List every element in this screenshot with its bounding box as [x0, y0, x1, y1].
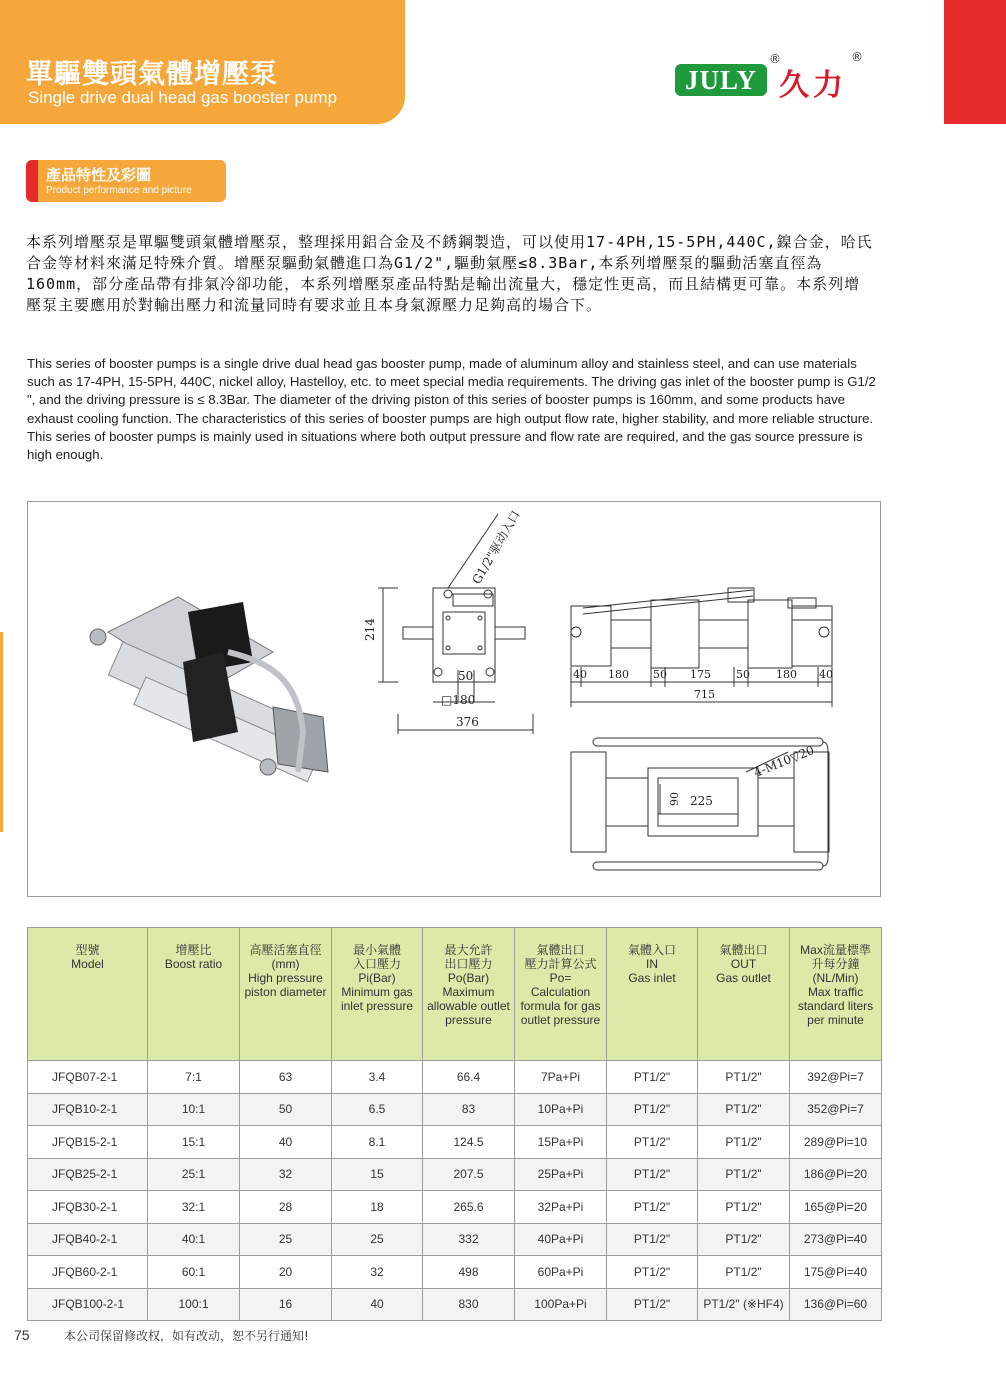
dim-175: 175 [690, 668, 711, 681]
logo-text-en: JULY [675, 64, 767, 96]
table-cell: 25 [332, 1223, 423, 1256]
header-en-text: Gas outlet [716, 971, 771, 985]
table-cell: 124.5 [423, 1126, 515, 1159]
table-cell: 60Pa+Pi [515, 1256, 607, 1289]
table-cell: 3.4 [332, 1061, 423, 1094]
page-title-cn: 單驅雙頭氣體增壓泵 [26, 59, 278, 90]
table-cell: 15Pa+Pi [515, 1126, 607, 1159]
dim-180-left: 180 [608, 668, 629, 681]
header-cn-text: 最大允許 [444, 943, 493, 957]
table-row [28, 1256, 882, 1289]
table-cell: 100Pa+Pi [515, 1288, 607, 1321]
table-cell: 32 [332, 1256, 423, 1289]
table-header-row [28, 928, 882, 1061]
inlet-label: G1/2"驱动入口 [469, 508, 523, 587]
table-cell: 498 [423, 1256, 515, 1289]
header-cn-text: 氣體入口 [627, 943, 676, 957]
corner-accent-bar [944, 0, 1006, 124]
model-cell: JFQB100-2-1 [28, 1288, 148, 1321]
table-cell: PT1/2" [607, 1061, 698, 1094]
table-cell: 7:1 [148, 1061, 240, 1094]
table-cell: 40Pa+Pi [515, 1223, 607, 1256]
registered-mark: ® [769, 52, 781, 66]
table-cell: PT1/2" [607, 1223, 698, 1256]
table-cell: 15:1 [148, 1126, 240, 1159]
header-cn-text: 氣體出口 [719, 943, 768, 957]
table-cell: 392@Pi=7 [790, 1061, 882, 1094]
section-heading-marker [26, 160, 38, 202]
header-cn-text: 氣體出口 [536, 943, 585, 957]
table-cell: PT1/2" [698, 1158, 790, 1191]
technical-drawing [28, 502, 880, 896]
table-row [28, 1158, 882, 1191]
table-cell: PT1/2" [698, 1061, 790, 1094]
header-en-text: Max traffic standard liters per minute [797, 985, 874, 1027]
section-heading [26, 160, 226, 202]
model-cell: JFQB25-2-1 [28, 1158, 148, 1191]
brand-logo [675, 50, 865, 103]
table-cell: 28 [240, 1191, 332, 1224]
header-cn-text: 高壓活塞直徑 [249, 943, 322, 957]
table-cell: 15 [332, 1158, 423, 1191]
table-header-cell [607, 928, 698, 1061]
table-cell: 60:1 [148, 1256, 240, 1289]
dim-height: 214 [363, 618, 377, 641]
header-cn3-text: (NL/Min) [812, 971, 859, 985]
table-cell: 32Pa+Pi [515, 1191, 607, 1224]
table-cell: 352@Pi=7 [790, 1093, 882, 1126]
header-cn3-text: Po(Bar) [447, 971, 490, 985]
header-cn2-text: (mm) [271, 957, 300, 971]
table-cell: 32:1 [148, 1191, 240, 1224]
table-cell: PT1/2" [698, 1223, 790, 1256]
header-en-text: Gas inlet [628, 971, 676, 985]
table-cell: PT1/2" [607, 1158, 698, 1191]
description-en: This series of booster pumps is a single drive dual head gas booster pump, made of aluminum alloy and stainless steel, and can use materials such as 17-4PH, 15-5PH, 440C, nickel alloy, Hastelloy, etc. to meet special media requirements. The driving gas inlet of the booster pump is G1/2 ", and the driving pressure is ≤ 8.3Bar. The diameter of the driving piston of this series of booster pumps is 160mm, and some products have exhaust cooling function. The characteristics of this series of booster pumps are high output flow rate, higher stability, and more reliable structure. This series of booster pumps is mainly used in situations where both output pressure and flow rate are required, and the gas source pressure is high enough. [27, 356, 876, 463]
model-cell: JFQB30-2-1 [28, 1191, 148, 1224]
header-cn2-text: OUT [730, 957, 757, 971]
table-cell: 40:1 [148, 1223, 240, 1256]
table-cell: 100:1 [148, 1288, 240, 1321]
registered-mark: ® [851, 50, 863, 64]
section-title-en: Product performance and picture [46, 185, 192, 196]
header-cn2-text: 升每分鐘 [811, 957, 860, 971]
header-cn2-text: 出口壓力 [444, 957, 493, 971]
table-cell: PT1/2" [698, 1191, 790, 1224]
side-accent-strip [0, 632, 3, 832]
table-cell: PT1/2" [607, 1093, 698, 1126]
table-cell: 18 [332, 1191, 423, 1224]
description-cn: 本系列增壓泵是單驅雙頭氣體增壓泵，整理採用鋁合金及不銹鋼製造，可以使用17-4PH,15-5PH,440C,鎳合金，哈氏合金等材料來滿足特殊介質。增壓泵驅動氣體進口為G1/2",驅動氣壓≤8.3Bar,本系列增壓泵的驅動活塞直徑為160mm，部分產品帶有排氣冷卻功能，本系列增壓泵產品特點是輸出流量大，穩定性更高，而且結構更可靠。本系列增壓泵主要應用於對輸出壓力和流量同時有要求並且本身氣源壓力足夠高的場合下。 [26, 233, 873, 314]
table-cell: 25Pa+Pi [515, 1158, 607, 1191]
header-en-text: Boost ratio [164, 957, 223, 971]
page-title-en: Single drive dual head gas booster pump [28, 88, 338, 107]
table-cell: 10Pa+Pi [515, 1093, 607, 1126]
dim-40-left: 40 [573, 668, 587, 681]
table-cell: 136@Pi=60 [790, 1288, 882, 1321]
table-header-cell [515, 928, 607, 1061]
table-row [28, 1061, 882, 1094]
table-cell: 83 [423, 1093, 515, 1126]
product-drawing-panel [27, 501, 881, 897]
table-cell: 207.5 [423, 1158, 515, 1191]
header-en-text: High pressure piston diameter [244, 971, 327, 999]
table-header-cell [423, 928, 515, 1061]
table-row [28, 1223, 882, 1256]
table-cell: 186@Pi=20 [790, 1158, 882, 1191]
table-body [28, 1061, 882, 1321]
table-cell: PT1/2" [607, 1256, 698, 1289]
table-cell: 63 [240, 1061, 332, 1094]
footer-notice: 本公司保留修改权，如有改动，恕不另行通知! [64, 1329, 309, 1343]
header-cn2-text: 壓力計算公式 [524, 957, 597, 971]
model-cell: JFQB40-2-1 [28, 1223, 148, 1256]
table-cell: 332 [423, 1223, 515, 1256]
table-cell: PT1/2" [698, 1256, 790, 1289]
table-header-cell [698, 928, 790, 1061]
table-cell: 25:1 [148, 1158, 240, 1191]
header-en-text: Maximum allowable outlet pressure [427, 985, 510, 1027]
header-en-text: Minimum gas inlet pressure [340, 985, 414, 1013]
table-cell: 8.1 [332, 1126, 423, 1159]
dim-50: 50 [458, 669, 474, 683]
model-cell: JFQB60-2-1 [28, 1256, 148, 1289]
table-cell: PT1/2" [607, 1191, 698, 1224]
header-cn-text: 最小氣體 [352, 943, 401, 957]
table-cell: 6.5 [332, 1093, 423, 1126]
table-cell: 273@Pi=40 [790, 1223, 882, 1256]
table-header-cell [332, 928, 423, 1061]
header-cn3-text: Po= [549, 971, 572, 985]
table-header-cell [790, 928, 882, 1061]
table-header-cell [240, 928, 332, 1061]
dim-90: 90 [668, 792, 681, 806]
header-en-text: Model [71, 957, 104, 971]
header-cn-text: 增壓比 [175, 943, 212, 957]
header-cn2-text: 入口壓力 [352, 957, 401, 971]
mount-label: 4-M10▽20 [751, 742, 817, 780]
dim-50-left: 50 [653, 668, 667, 681]
table-cell: 10:1 [148, 1093, 240, 1126]
table-cell: 40 [332, 1288, 423, 1321]
table-cell: 20 [240, 1256, 332, 1289]
table-cell: 265.6 [423, 1191, 515, 1224]
table-cell: PT1/2" [607, 1288, 698, 1321]
header-cn3-text: Pi(Bar) [358, 971, 396, 985]
page-number: 75 [14, 1327, 30, 1343]
spec-table [27, 927, 882, 1321]
table-cell: 165@Pi=20 [790, 1191, 882, 1224]
dim-376: 376 [456, 715, 479, 729]
table-cell: PT1/2" [698, 1126, 790, 1159]
dim-180-right: 180 [776, 668, 797, 681]
model-cell: JFQB15-2-1 [28, 1126, 148, 1159]
logo-text-cn: 久力 [779, 68, 847, 103]
table-cell: 175@Pi=40 [790, 1256, 882, 1289]
model-cell: JFQB10-2-1 [28, 1093, 148, 1126]
pump-photo [90, 597, 328, 782]
header-cn-text: Max流量標準 [800, 943, 871, 957]
table-cell: 66.4 [423, 1061, 515, 1094]
table-cell: PT1/2" (※HF4) [698, 1288, 790, 1321]
dim-square: □180 [441, 693, 476, 707]
dim-40-right: 40 [819, 668, 833, 681]
table-header-cell [28, 928, 148, 1061]
section-title-cn: 產品特性及彩圖 [46, 166, 152, 184]
table-row [28, 1191, 882, 1224]
table-cell: 40 [240, 1126, 332, 1159]
table-cell: 50 [240, 1093, 332, 1126]
dim-715: 715 [694, 688, 715, 701]
table-cell: 7Pa+Pi [515, 1061, 607, 1094]
table-cell: PT1/2" [698, 1093, 790, 1126]
dim-225: 225 [690, 794, 713, 808]
dim-50-right: 50 [736, 668, 750, 681]
header-en-text: Calculation formula for gas outlet pressure [520, 985, 601, 1027]
table-cell: 16 [240, 1288, 332, 1321]
table-cell: 289@Pi=10 [790, 1126, 882, 1159]
table-cell: PT1/2" [607, 1126, 698, 1159]
table-header-cell [148, 928, 240, 1061]
table-cell: 32 [240, 1158, 332, 1191]
header-cn-text: 型號 [75, 943, 100, 957]
table-row [28, 1093, 882, 1126]
header-cn2-text: IN [646, 957, 658, 971]
table-row [28, 1288, 882, 1321]
model-cell: JFQB07-2-1 [28, 1061, 148, 1094]
table-cell: 25 [240, 1223, 332, 1256]
table-row [28, 1126, 882, 1159]
table-cell: 830 [423, 1288, 515, 1321]
